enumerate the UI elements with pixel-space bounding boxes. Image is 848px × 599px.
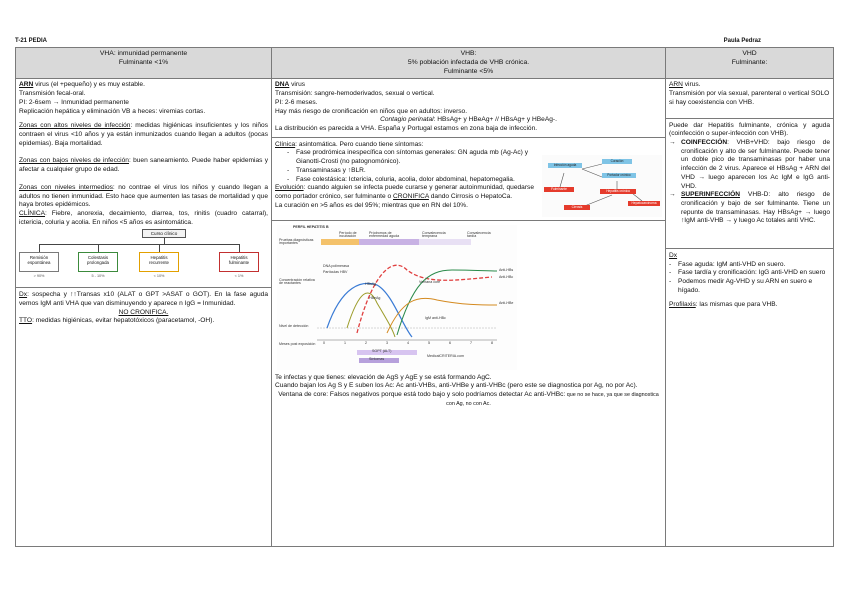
chart-sintomas-label: Síntomas: [369, 356, 385, 361]
vha-replicacion: Replicación hepática y eliminación VB a heces: viremias cortas.: [19, 107, 206, 115]
vhb-serology: [275, 374, 662, 409]
vha-title: VHA: inmunidad permanente: [99, 50, 188, 57]
vha-dx-label: Dx: [19, 291, 28, 299]
list-item: - Transaminasas y ↑BLR.: [287, 167, 534, 176]
chart-particles-label: Partículas HBV: [323, 269, 348, 274]
vhb-evolucion-text2: dando Cirrosis o HepatoCa.: [428, 192, 513, 200]
vhd-superinfeccion-text: VHB-D: alto riesgo de cronificación y bajo de ser fulminante. Tiene un repunte de transaminasas. Hay HBsAg+ → luego ↑IgM anti-VHB → y luego Ac totales anti VHC.: [681, 191, 830, 225]
vhb-sintomas-list: [287, 149, 534, 184]
chart-curve-label: Anti-HBc: [499, 274, 514, 279]
vhd-dx-list: [669, 261, 830, 296]
tree-pct: 5 - 10%: [91, 274, 105, 279]
vhd-arn-label: ARN: [669, 81, 683, 89]
flow-node: Hepatocarcinoma: [628, 201, 660, 207]
chart-curve-label: HBeAg: [369, 295, 381, 300]
vhd-superinfeccion-label: SUPERINFECCIÓN: [681, 191, 740, 199]
vhb-evolucion-cronifica: CRONIFICA: [393, 192, 429, 200]
chart-month: 3: [386, 340, 388, 345]
chart-phase: Convalecencia temprana: [422, 230, 446, 239]
tree-leaf: Hepatitis fulminante: [219, 252, 259, 272]
tree-leaf: Remisión espontánea: [19, 252, 59, 272]
vhb-line3: Fulminante <5%: [443, 67, 494, 75]
vha-zonas-bajos-label: Zonas con bajos niveles de infección: [19, 157, 129, 165]
chart-month: 1: [344, 340, 346, 345]
vhd-title: VHD: [742, 50, 757, 57]
chart-row-label: Meses post exposición: [279, 341, 316, 346]
chart-dna-label: DNA polimerasa: [323, 263, 349, 268]
course-label: T-21 PEDIA: [15, 38, 48, 44]
vha-clinica-text: : Fiebre, anorexia, decaimiento, diarrea, tos, rinitis (cuadro catarral), ictericia, coluria y acolia. En niños <5 años es asintomática.: [19, 209, 268, 226]
vha-zonas-altos-text: : medidas higiénicas insuficientes y los niños contraen el virus <10 años y ya están inmunizados cuando llegan a adultos (pocas epidemias). Baja mortalidad.: [19, 122, 268, 147]
vhb-ventana: Ventana de core: Falsos negativos porque está todo bajo y solo podríamos detectar Ac anti-VHBc:: [278, 391, 566, 399]
vhb-title: VHB:: [460, 50, 477, 57]
chart-phase: Pródromos de enfermedad aguda: [369, 230, 400, 239]
list-item: [669, 191, 830, 226]
vhb-clinica-label: Clínica: [275, 140, 296, 148]
vhb-clinica-block: [275, 141, 534, 217]
flow-node: Curación: [602, 159, 632, 165]
vhb-distribucion: La distribución es parecida a VHA. España y Portugal estamos en zona baja de infección.: [275, 125, 538, 132]
vhd-intro: [669, 81, 830, 107]
chart-source: MedicalCRITERIA.com: [427, 353, 464, 358]
chart-month: 8: [491, 340, 493, 345]
list-item: - Fase prodrómica inespecífica con síntomas generales: GN aguda mb (Ag-Ac) y Gianotti-Crosti (no patognomónico).: [287, 149, 534, 166]
vhb-clinica-text: : asintomática. Pero cuando tiene síntomas:: [295, 140, 424, 148]
chart-window-label: Ventana core: [419, 279, 441, 284]
vhb-pi: PI: 2-6 meses.: [275, 98, 318, 106]
flow-node: Infección aguda: [548, 163, 582, 169]
vha-dx-text: : sospecha y ↑↑Transas x10 (ALAT o GPT >ASAT o GOT). En la fase aguda vemos IgM anti VHA que van disminuyendo y aparece n IgG = Inmunidad.: [19, 291, 268, 308]
vhd-profilaxis-text: : las mismas que para VHB.: [695, 300, 778, 308]
chart-month: 2: [365, 340, 367, 345]
flow-node: Fulminante: [544, 187, 574, 193]
vhd-types-list: [669, 139, 830, 226]
vhb-transmision: Transmisión: sangre-hemoderivados, sexual o vertical.: [275, 90, 435, 98]
vhd-coinfeccion-text: : VHB+VHD: bajo riesgo de cronificación y alto de ser fulminante. Puede tener un doble pico de transaminasas por haber una infección de 2 virus. Aparece el HBsAg + ARN del VHD → luego aparecen los Ac IgM e IgG anti-VHD.: [681, 139, 830, 190]
chart-row-label: Concentración relativa de reactantes: [279, 277, 315, 286]
list-item: [669, 139, 830, 191]
vhb-cuando-bajan: Cuando bajan los Ag S y E suben los Ac: Ac anti-VHBs, anti-VHBe y anti-VHBc (pero este se diagnostica por Ag, no por Ac).: [275, 382, 638, 390]
tree-pct: < 10%: [153, 274, 165, 279]
column-header-vhd: [666, 48, 834, 79]
hepatitis-b-profile-chart: [277, 225, 517, 370]
vha-zonas-altos: [19, 122, 268, 148]
author-label: Paula Pedraz: [723, 38, 761, 44]
chart-curves: [277, 225, 517, 370]
chart-curve-label: IgM anti-HBc: [425, 315, 446, 320]
vha-zonas-inter-label: Zonas con niveles intermedios: [19, 183, 113, 191]
tree-leaf: Colestasis prolongada: [78, 252, 118, 272]
flow-node: Cirrosis: [564, 205, 590, 211]
tree-leaf: Hepatitis recurrente: [139, 252, 179, 272]
vha-arn-label: ARN: [19, 81, 34, 89]
vhb-evolucion-text1: : cuando alguien se infecta puede curarse y generar autoinmunidad, quedarse como portador crónico, ser fulminante o: [275, 184, 534, 200]
vhb-intro: [275, 81, 662, 133]
vhd-transmision: Transmisión por vía sexual, parenteral o vertical SOLO si hay coexistencia con VHB.: [669, 90, 830, 106]
chart-month: 7: [470, 340, 472, 345]
vha-zonas-bajos: [19, 157, 268, 174]
vhb-ventana-small: que no se hace, ya que se diagnostica con Ag, no con Ac.: [446, 392, 659, 407]
flow-node: Portador crónico: [602, 173, 636, 179]
chart-month: 0: [323, 340, 325, 345]
chart-phase: Convalecencia tardía: [467, 230, 491, 239]
vhd-cell: [666, 79, 834, 547]
vhd-arn-text: virus.: [682, 81, 701, 89]
vhd-profilaxis-label: Profilaxis: [669, 300, 696, 308]
vhb-perinatal-label: Contagio perinatal: [380, 116, 434, 124]
column-header-vha: [16, 48, 272, 79]
list-item: - Fase tardía y cronificación: IgG anti-VHD en suero: [669, 269, 830, 278]
vha-zonas-altos-label: Zonas con altos niveles de infección: [19, 122, 131, 130]
vha-no-cronifica: NO CRONIFICA.: [118, 308, 169, 316]
vhb-curacion: La curación en >5 años es del 95%; mientras que en RN del 10%.: [275, 201, 468, 209]
vha-subtitle: Fulminante <1%: [118, 58, 169, 66]
vha-dx: [19, 291, 268, 308]
chart-curve-label: Anti-HBe: [499, 300, 514, 305]
vha-tto: [19, 317, 268, 326]
chart-row-label: Pruebas diagnósticas importantes: [279, 237, 314, 246]
list-item: - Fase aguda: IgM anti-VHD en suero.: [669, 261, 830, 270]
vhd-dx: [669, 252, 830, 309]
vhb-perinatal-text: : HBsAg+ y HBeAg+ // HBsAg+ y HBeAg-.: [433, 116, 557, 124]
vhb-dna-label: DNA: [275, 81, 290, 89]
column-header-vhb: [272, 48, 666, 79]
vhb-cell: [272, 79, 666, 547]
tree-pct: < 1%: [234, 274, 244, 279]
vha-tto-text: : medidas higiénicas, evitar hepatotóxicos (paracetamol, -OH).: [32, 317, 215, 325]
chart-month: 6: [449, 340, 451, 345]
vha-zonas-intermedios: [19, 184, 268, 210]
chart-month: 4: [407, 340, 409, 345]
vhd-dx-label: Dx: [669, 252, 678, 260]
vha-clinica: [19, 210, 268, 227]
list-item: - Fase colestásica: Ictericia, coluria, acolia, dolor abdominal, hepatomegalia.: [287, 176, 534, 185]
vhd-puede: Puede dar Hepatitis fulminante, crónica y aguda (coinfección o super-infección con VHB).: [669, 121, 830, 138]
vha-zonas-bajos-text: : buen saneamiento. Puede haber epidemias y afectar a cualquier grupo de edad.: [19, 157, 268, 174]
hepatitis-table: [15, 47, 834, 547]
chart-title: PERFIL HEPATITIS B: [293, 224, 329, 229]
vha-zonas-inter-text: : no contrae el virus los niños y cuando llegan a adultos no tienen inmunidad. Esto hace que aumenten las tasas de mortalidad y que haya brotes epidémicos.: [19, 183, 269, 209]
vhd-formas: [669, 122, 830, 226]
curso-clinico-diagram: [19, 229, 268, 281]
vhb-evolucion-label: Evolución: [275, 184, 304, 192]
vhb-evolucion: [275, 184, 534, 201]
vha-intro: [19, 81, 268, 116]
vhb-line2: 5% población infectada de VHB crónica.: [407, 58, 530, 66]
vhd-coinfeccion-label: COINFECCIÓN: [681, 139, 728, 146]
vhb-riesgo: Hay más riesgo de cronificación en niños que en adultos: inverso.: [275, 107, 468, 115]
vha-transmision: Transmisión fecal-oral.: [19, 90, 86, 98]
chart-sgpt-label: SGPT (ALT): [372, 348, 392, 353]
tree-root: Curso clínico: [142, 229, 186, 238]
chart-curve-label: Anti-HBs: [499, 267, 514, 272]
vha-pi: PI: 2-6sem → Inmunidad permanente: [19, 98, 129, 106]
list-item: - Podemos medir Ag-VHD y su ARN en suero e hígado.: [669, 278, 830, 295]
vha-clinica-label: CLÍNICA: [19, 209, 46, 217]
page-header: [15, 38, 833, 47]
vhb-evolution-flowchart: [542, 155, 662, 217]
chart-month: 5: [428, 340, 430, 345]
chart-phase: Período de incubación: [339, 230, 357, 239]
vha-cell: [16, 79, 272, 547]
vhb-dna-text: virus: [289, 81, 306, 89]
vhb-te-infectas: Te infectas y que tienes: elevación de AgS y AgE y se está formando AgC.: [275, 373, 492, 381]
vha-arn-text: virus (el +pequeño) y es muy estable.: [33, 81, 145, 89]
chart-curve-label: HBsAg: [365, 281, 377, 286]
chart-row-label: Nivel de detección: [279, 323, 309, 328]
vhd-subtitle: Fulminante:: [731, 58, 768, 66]
flow-node: Hepatitis crónica: [600, 189, 636, 195]
vha-tto-label: TTO: [19, 317, 33, 325]
tree-pct: > 90%: [33, 274, 45, 279]
